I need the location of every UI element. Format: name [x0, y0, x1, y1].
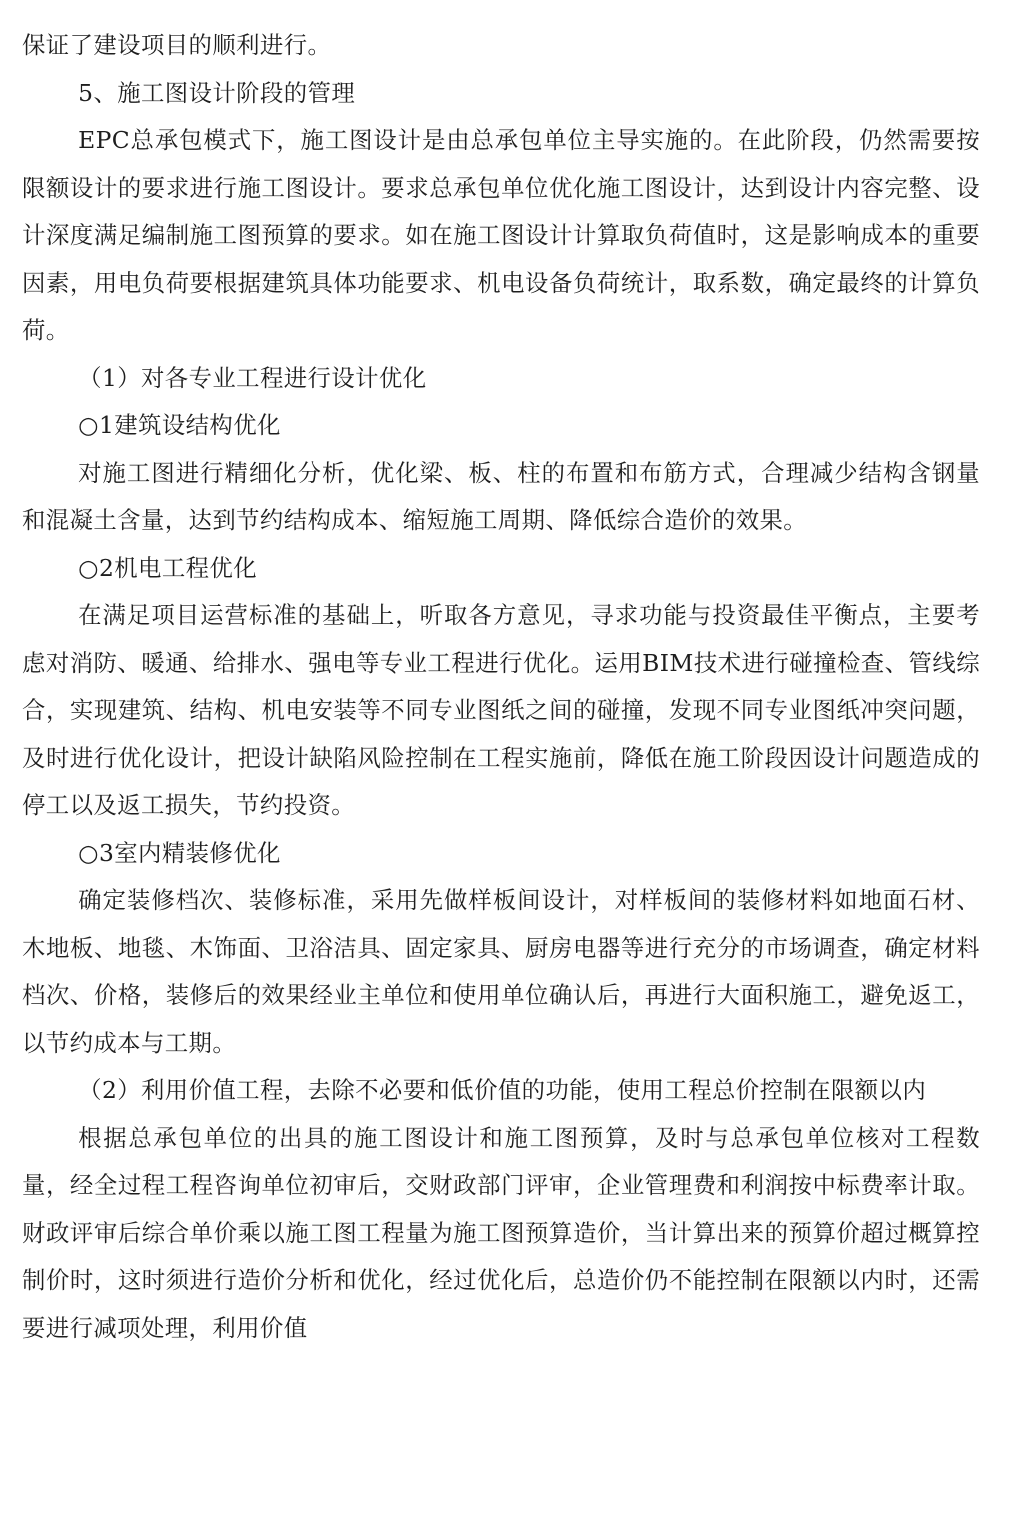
section-heading-5: 5、施工图设计阶段的管理 — [78, 78, 356, 107]
item-3-body: 确定装修档次、装修标准，采用先做样板间设计，对样板间的装修材料如地面石材、木地板、地毯、木饰面、卫浴洁具、固定家具、厨房电器等进行充分的市场调查，确定材料档次、价格，装修后的效果经业主单位和使用单位确认后，再进行大面积施工，避免返工，以节约成本与工期。 — [22, 886, 980, 1057]
item-1-body: 对施工图进行精细化分析，优化梁、板、柱的布置和布筋方式，合理减少结构含钢量和混凝土含量，达到节约结构成本、缩短施工周期、降低综合造价的效果。 — [22, 458, 980, 534]
paragraph-continuation: 保证了建设项目的顺利进行。 — [22, 31, 332, 59]
paragraph-budget-review: 根据总承包单位的出具的施工图设计和施工图预算，及时与总承包单位核对工程数量，经全过程工程咨询单位初审后，交财政部门评审，企业管理费和利润按中标费率计取。财政评审后综合单价乘以施工图工程量为施工图预算造价，当计算出来的预算价超过概算控制价时，这时须进行造价分析和优化，经过优化后，总造价仍不能控制在限额以内时，还需要进行减项处理，利用价值 — [22, 1123, 980, 1342]
subheading-value-engineering: （2）利用价值工程，去除不必要和低价值的功能，使用工程总价控制在限额以内 — [78, 1076, 927, 1104]
paragraph-epc-design: EPC总承包模式下，施工图设计是由总承包单位主导实施的。在此阶段，仍然需要按限额设计的要求进行施工图设计。要求总承包单位优化施工图设计，达到设计内容完整、设计深度满足编制施工图预算的要求。如在施工图设计计算取负荷值时，这是影响成本的重要因素，用电负荷要根据建筑具体功能要求、机电设备负荷统计，取系数，确定最终的计算负荷。 — [22, 126, 980, 344]
item-1-title: ○1建筑设结构优化 — [78, 411, 281, 439]
item-3-title: ○3室内精装修优化 — [78, 838, 281, 867]
item-2-title: ○2机电工程优化 — [78, 553, 257, 582]
document-page — [22, 22, 980, 1352]
subheading-design-optimization: （1）对各专业工程进行设计优化 — [78, 363, 427, 392]
item-2-body: 在满足项目运营标准的基础上，听取各方意见，寻求功能与投资最佳平衡点，主要考虑对消防、暖通、给排水、强电等专业工程进行优化。运用BIM技术进行碰撞检查、管线综合，实现建筑、结构、机电安装等不同专业图纸之间的碰撞，发现不同专业图纸冲突问题，及时进行优化设计，把设计缺陷风险控制在工程实施前，降低在施工阶段因设计问题造成的停工以及返工损失，节约投资。 — [22, 601, 980, 819]
